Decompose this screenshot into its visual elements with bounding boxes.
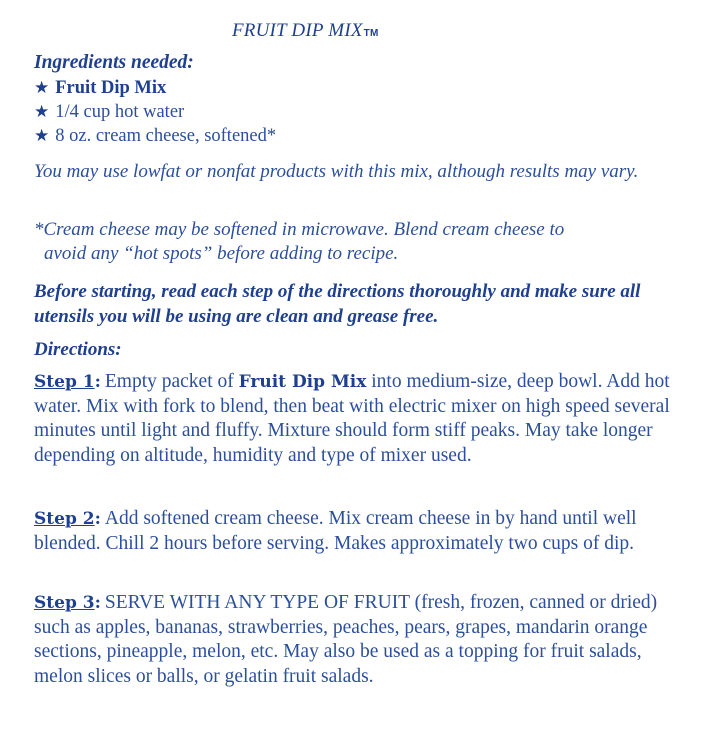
star-icon: ★ bbox=[34, 78, 50, 97]
lowfat-note: You may use lowfat or nonfat products with this mix, although results may vary. bbox=[34, 161, 639, 182]
step-colon: : bbox=[94, 372, 101, 392]
star-icon: ★ bbox=[34, 102, 50, 121]
step-text-post: into medium-size, deep bowl. Add hot water. Mix with fork to blend, then beat with electric mixer on high speed several minutes until light and fluffy. Mixture should form stiff peaks. May take longer depending on altitude, humidity and type of mixer used. bbox=[34, 371, 670, 466]
step-label: Step 3 bbox=[34, 593, 95, 613]
step-colon: : bbox=[94, 593, 101, 613]
step-text: Add softened cream cheese. Mix cream cheese in by hand until well blended. Chill 2 hours before serving. Makes approximately two cups of dip. bbox=[34, 508, 637, 554]
ingredient-text: 8 oz. cream cheese, softened* bbox=[55, 126, 277, 146]
step-text-bold: Fruit Dip Mix bbox=[238, 372, 367, 392]
ingredient-item bbox=[34, 76, 694, 100]
step-colon: : bbox=[94, 509, 101, 529]
microwave-note bbox=[34, 218, 674, 266]
microwave-note-line1: *Cream cheese may be softened in microwave. Blend cream cheese to bbox=[34, 219, 565, 240]
step-2 bbox=[34, 507, 684, 556]
ingredient-text: Fruit Dip Mix bbox=[55, 78, 167, 98]
trademark-mark: TM bbox=[363, 28, 379, 39]
step-1 bbox=[34, 370, 684, 468]
step-text-pre: Empty packet of bbox=[104, 371, 239, 392]
step-text: SERVE WITH ANY TYPE OF FRUIT (fresh, frozen, canned or dried) such as apples, bananas, strawberries, peaches, pears, grapes, mandarin orange sections, pineapple, melon, etc. May also be used as a topping for fruit salads, melon slices or balls, or gelatin fruit salads. bbox=[34, 592, 658, 687]
step-label: Step 1 bbox=[34, 372, 95, 392]
star-icon: ★ bbox=[34, 126, 50, 145]
warning-text: Before starting, read each step of the directions thoroughly and make sure all utensils you will be using are clean and grease free. bbox=[34, 281, 641, 327]
ingredient-item bbox=[34, 100, 694, 124]
microwave-note-line2: avoid any “hot spots” before adding to recipe. bbox=[44, 243, 399, 264]
ingredient-text: 1/4 cup hot water bbox=[55, 102, 185, 122]
ingredients-heading: Ingredients needed: bbox=[34, 52, 194, 73]
directions-heading: Directions: bbox=[34, 339, 122, 360]
ingredients-list bbox=[34, 76, 694, 148]
step-label: Step 2 bbox=[34, 509, 95, 529]
page-title bbox=[232, 20, 379, 42]
ingredient-item bbox=[34, 124, 694, 148]
step-3 bbox=[34, 591, 684, 689]
title-text: FRUIT DIP MIX bbox=[232, 20, 363, 41]
